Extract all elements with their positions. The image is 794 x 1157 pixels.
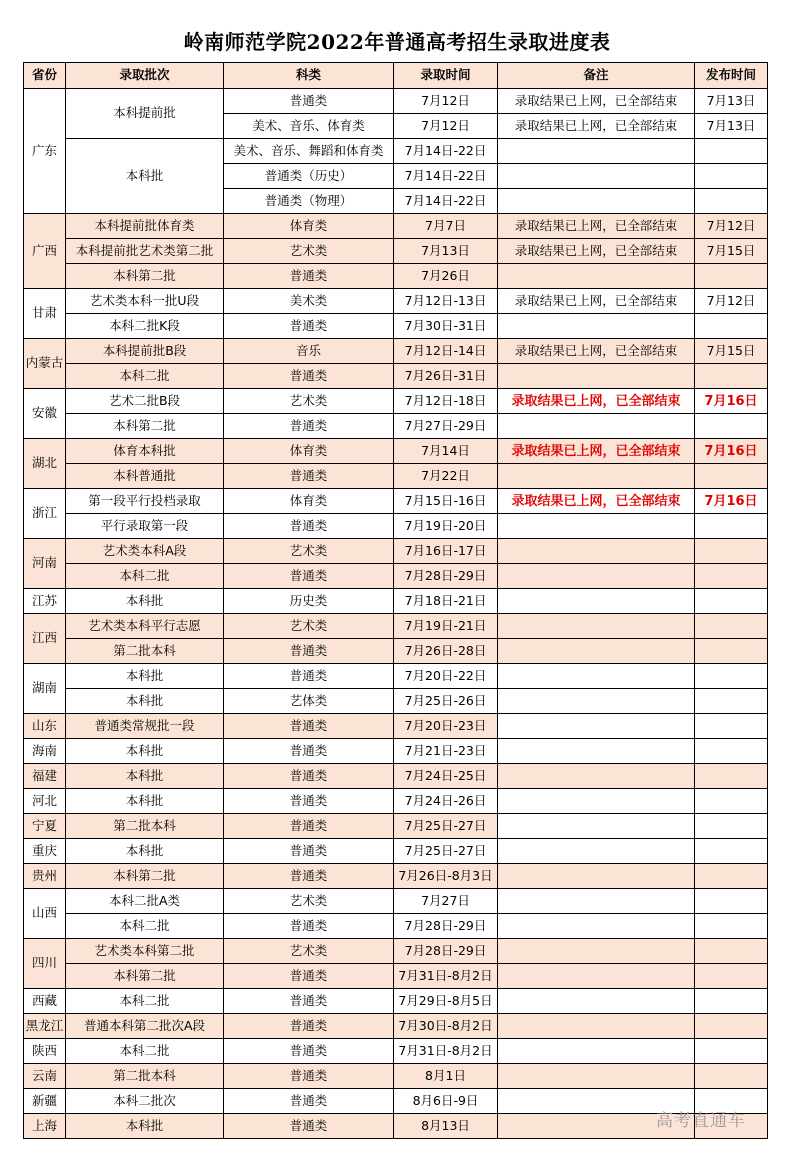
note-cell xyxy=(498,364,695,389)
time-cell: 7月14日 xyxy=(394,439,498,464)
publish-cell xyxy=(695,414,768,439)
time-cell: 8月6日-9日 xyxy=(394,1089,498,1114)
batch-cell: 本科提前批艺术类第二批 xyxy=(66,239,224,264)
subject-cell: 美术、音乐、体育类 xyxy=(224,114,394,139)
batch-cell: 本科批 xyxy=(66,589,224,614)
time-cell: 8月13日 xyxy=(394,1114,498,1139)
publish-cell xyxy=(695,539,768,564)
batch-cell: 本科二批 xyxy=(66,364,224,389)
publish-cell xyxy=(695,1064,768,1089)
time-cell: 7月12日-13日 xyxy=(394,289,498,314)
publish-cell xyxy=(695,1014,768,1039)
publish-cell: 7月16日 xyxy=(695,489,768,514)
time-cell: 7月20日-22日 xyxy=(394,664,498,689)
table-row xyxy=(24,339,768,364)
header-batch: 录取批次 xyxy=(66,63,224,89)
batch-cell: 本科提前批体育类 xyxy=(66,214,224,239)
time-cell: 7月18日-21日 xyxy=(394,589,498,614)
note-cell xyxy=(498,889,695,914)
batch-cell: 普通类常规批一段 xyxy=(66,714,224,739)
note-cell xyxy=(498,539,695,564)
note-cell xyxy=(498,464,695,489)
table-row xyxy=(24,789,768,814)
province-cell: 宁夏 xyxy=(24,814,66,839)
subject-cell: 普通类 xyxy=(224,1039,394,1064)
batch-cell: 本科二批 xyxy=(66,989,224,1014)
publish-cell xyxy=(695,889,768,914)
province-cell: 安徽 xyxy=(24,389,66,439)
batch-cell: 第一段平行投档录取 xyxy=(66,489,224,514)
batch-cell: 本科二批A类 xyxy=(66,889,224,914)
publish-cell: 7月13日 xyxy=(695,114,768,139)
subject-cell: 普通类 xyxy=(224,789,394,814)
time-cell: 7月26日-8月3日 xyxy=(394,864,498,889)
batch-cell: 第二批本科 xyxy=(66,1064,224,1089)
table-row xyxy=(24,389,768,414)
publish-cell: 7月15日 xyxy=(695,339,768,364)
note-cell: 录取结果已上网，已全部结束 xyxy=(498,214,695,239)
batch-cell: 本科二批次 xyxy=(66,1089,224,1114)
note-cell xyxy=(498,164,695,189)
table-row xyxy=(24,489,768,514)
note-cell xyxy=(498,964,695,989)
province-cell: 湖北 xyxy=(24,439,66,489)
publish-cell: 7月16日 xyxy=(695,439,768,464)
province-cell: 内蒙古 xyxy=(24,339,66,389)
batch-cell: 本科普通批 xyxy=(66,464,224,489)
batch-cell: 本科二批K段 xyxy=(66,314,224,339)
note-cell: 录取结果已上网，已全部结束 xyxy=(498,489,695,514)
time-cell: 8月1日 xyxy=(394,1064,498,1089)
province-cell: 海南 xyxy=(24,739,66,764)
time-cell: 7月19日-21日 xyxy=(394,614,498,639)
table-row xyxy=(24,514,768,539)
note-cell xyxy=(498,639,695,664)
time-cell: 7月22日 xyxy=(394,464,498,489)
province-cell: 山东 xyxy=(24,714,66,739)
time-cell: 7月24日-26日 xyxy=(394,789,498,814)
header-time: 录取时间 xyxy=(394,63,498,89)
time-cell: 7月25日-27日 xyxy=(394,814,498,839)
publish-cell: 7月13日 xyxy=(695,89,768,114)
time-cell: 7月15日-16日 xyxy=(394,489,498,514)
time-cell: 7月16日-17日 xyxy=(394,539,498,564)
province-cell: 云南 xyxy=(24,1064,66,1089)
note-cell xyxy=(498,139,695,164)
subject-cell: 普通类 xyxy=(224,814,394,839)
subject-cell: 普通类 xyxy=(224,564,394,589)
publish-cell xyxy=(695,939,768,964)
subject-cell: 普通类（历史） xyxy=(224,164,394,189)
table-row xyxy=(24,264,768,289)
time-cell: 7月31日-8月2日 xyxy=(394,1039,498,1064)
note-cell xyxy=(498,914,695,939)
note-cell xyxy=(498,814,695,839)
publish-cell xyxy=(695,864,768,889)
table-row xyxy=(24,914,768,939)
table-row xyxy=(24,289,768,314)
province-cell: 四川 xyxy=(24,939,66,989)
note-cell: 录取结果已上网，已全部结束 xyxy=(498,89,695,114)
publish-cell: 7月12日 xyxy=(695,214,768,239)
publish-cell: 7月16日 xyxy=(695,389,768,414)
note-cell xyxy=(498,1039,695,1064)
publish-cell xyxy=(695,839,768,864)
table-row xyxy=(24,964,768,989)
time-cell: 7月26日 xyxy=(394,264,498,289)
batch-cell: 第二批本科 xyxy=(66,639,224,664)
publish-cell xyxy=(695,564,768,589)
batch-cell: 本科批 xyxy=(66,689,224,714)
province-cell: 河南 xyxy=(24,539,66,589)
batch-cell: 本科批 xyxy=(66,839,224,864)
note-cell: 录取结果已上网，已全部结束 xyxy=(498,389,695,414)
province-cell: 陕西 xyxy=(24,1039,66,1064)
subject-cell: 普通类（物理） xyxy=(224,189,394,214)
note-cell xyxy=(498,189,695,214)
note-cell xyxy=(498,589,695,614)
province-cell: 湖南 xyxy=(24,664,66,714)
batch-cell: 艺术类本科一批U段 xyxy=(66,289,224,314)
batch-cell: 本科批 xyxy=(66,139,224,214)
table-row xyxy=(24,839,768,864)
batch-cell: 艺术二批B段 xyxy=(66,389,224,414)
subject-cell: 艺体类 xyxy=(224,689,394,714)
subject-cell: 普通类 xyxy=(224,839,394,864)
subject-cell: 体育类 xyxy=(224,214,394,239)
subject-cell: 普通类 xyxy=(224,414,394,439)
subject-cell: 普通类 xyxy=(224,864,394,889)
table-row xyxy=(24,89,768,114)
batch-cell: 本科二批 xyxy=(66,914,224,939)
batch-cell: 本科第二批 xyxy=(66,864,224,889)
table-row xyxy=(24,714,768,739)
subject-cell: 艺术类 xyxy=(224,889,394,914)
note-cell xyxy=(498,839,695,864)
publish-cell xyxy=(695,914,768,939)
page-title: 岭南师范学院2022年普通高考招生录取进度表 xyxy=(183,30,611,54)
table-row xyxy=(24,689,768,714)
publish-cell: 7月15日 xyxy=(695,239,768,264)
time-cell: 7月30日-31日 xyxy=(394,314,498,339)
note-cell xyxy=(498,789,695,814)
note-cell xyxy=(498,1014,695,1039)
table-row xyxy=(24,1064,768,1089)
batch-cell: 本科批 xyxy=(66,664,224,689)
watermark-text: 高考直通车 xyxy=(656,1111,746,1131)
note-cell: 录取结果已上网，已全部结束 xyxy=(498,239,695,264)
province-cell: 福建 xyxy=(24,764,66,789)
time-cell: 7月24日-25日 xyxy=(394,764,498,789)
time-cell: 7月25日-27日 xyxy=(394,839,498,864)
batch-cell: 本科提前批 xyxy=(66,89,224,139)
subject-cell: 艺术类 xyxy=(224,939,394,964)
publish-cell xyxy=(695,614,768,639)
time-cell: 7月12日 xyxy=(394,114,498,139)
subject-cell: 普通类 xyxy=(224,89,394,114)
publish-cell xyxy=(695,814,768,839)
batch-cell: 平行录取第一段 xyxy=(66,514,224,539)
time-cell: 7月12日 xyxy=(394,89,498,114)
table-row xyxy=(24,239,768,264)
subject-cell: 普通类 xyxy=(224,314,394,339)
batch-cell: 本科批 xyxy=(66,1114,224,1139)
header-publish: 发布时间 xyxy=(695,63,768,89)
note-cell: 录取结果已上网，已全部结束 xyxy=(498,439,695,464)
subject-cell: 普通类 xyxy=(224,264,394,289)
time-cell: 7月28日-29日 xyxy=(394,914,498,939)
time-cell: 7月25日-26日 xyxy=(394,689,498,714)
table-row xyxy=(24,214,768,239)
note-cell xyxy=(498,514,695,539)
subject-cell: 普通类 xyxy=(224,964,394,989)
subject-cell: 艺术类 xyxy=(224,389,394,414)
batch-cell: 体育本科批 xyxy=(66,439,224,464)
table-row xyxy=(24,139,768,164)
time-cell: 7月21日-23日 xyxy=(394,739,498,764)
batch-cell: 本科批 xyxy=(66,789,224,814)
table-row xyxy=(24,539,768,564)
province-cell: 新疆 xyxy=(24,1089,66,1114)
publish-cell xyxy=(695,164,768,189)
note-cell: 录取结果已上网，已全部结束 xyxy=(498,114,695,139)
subject-cell: 音乐 xyxy=(224,339,394,364)
publish-cell xyxy=(695,314,768,339)
table-row xyxy=(24,439,768,464)
table-row xyxy=(24,764,768,789)
province-cell: 西藏 xyxy=(24,989,66,1014)
subject-cell: 普通类 xyxy=(224,364,394,389)
time-cell: 7月19日-20日 xyxy=(394,514,498,539)
province-cell: 浙江 xyxy=(24,489,66,539)
province-cell: 广西 xyxy=(24,214,66,289)
note-cell xyxy=(498,689,695,714)
table-row xyxy=(24,989,768,1014)
batch-cell: 艺术类本科平行志愿 xyxy=(66,614,224,639)
batch-cell: 本科二批 xyxy=(66,564,224,589)
note-cell xyxy=(498,314,695,339)
province-cell: 甘肃 xyxy=(24,289,66,339)
publish-cell xyxy=(695,764,768,789)
time-cell: 7月26日-31日 xyxy=(394,364,498,389)
note-cell xyxy=(498,714,695,739)
publish-cell xyxy=(695,664,768,689)
time-cell: 7月7日 xyxy=(394,214,498,239)
province-cell: 江苏 xyxy=(24,589,66,614)
publish-cell xyxy=(695,264,768,289)
province-cell: 山西 xyxy=(24,889,66,939)
note-cell xyxy=(498,414,695,439)
table-row xyxy=(24,1039,768,1064)
publish-cell xyxy=(695,589,768,614)
subject-cell: 艺术类 xyxy=(224,539,394,564)
note-cell xyxy=(498,864,695,889)
time-cell: 7月28日-29日 xyxy=(394,939,498,964)
publish-cell xyxy=(695,1039,768,1064)
publish-cell xyxy=(695,464,768,489)
batch-cell: 第二批本科 xyxy=(66,814,224,839)
batch-cell: 本科批 xyxy=(66,764,224,789)
batch-cell: 本科第二批 xyxy=(66,964,224,989)
batch-cell: 艺术类本科A段 xyxy=(66,539,224,564)
subject-cell: 普通类 xyxy=(224,639,394,664)
note-cell xyxy=(498,614,695,639)
subject-cell: 美术类 xyxy=(224,289,394,314)
publish-cell xyxy=(695,189,768,214)
note-cell xyxy=(498,564,695,589)
table-row xyxy=(24,939,768,964)
subject-cell: 体育类 xyxy=(224,439,394,464)
subject-cell: 普通类 xyxy=(224,514,394,539)
table-row xyxy=(24,464,768,489)
note-cell xyxy=(498,739,695,764)
time-cell: 7月12日-14日 xyxy=(394,339,498,364)
time-cell: 7月28日-29日 xyxy=(394,564,498,589)
subject-cell: 普通类 xyxy=(224,664,394,689)
table-row xyxy=(24,414,768,439)
table-row xyxy=(24,739,768,764)
note-cell xyxy=(498,989,695,1014)
publish-cell: 7月12日 xyxy=(695,289,768,314)
time-cell: 7月12日-18日 xyxy=(394,389,498,414)
subject-cell: 艺术类 xyxy=(224,614,394,639)
subject-cell: 普通类 xyxy=(224,989,394,1014)
subject-cell: 普通类 xyxy=(224,914,394,939)
province-cell: 黑龙江 xyxy=(24,1014,66,1039)
note-cell: 录取结果已上网，已全部结束 xyxy=(498,339,695,364)
table-row xyxy=(24,564,768,589)
batch-cell: 普通本科第二批次A段 xyxy=(66,1014,224,1039)
publish-cell xyxy=(695,739,768,764)
province-cell: 贵州 xyxy=(24,864,66,889)
publish-cell xyxy=(695,364,768,389)
publish-cell xyxy=(695,989,768,1014)
subject-cell: 普通类 xyxy=(224,1014,394,1039)
table-row xyxy=(24,314,768,339)
province-cell: 重庆 xyxy=(24,839,66,864)
header-province: 省份 xyxy=(24,63,66,89)
table-row xyxy=(24,1014,768,1039)
batch-cell: 艺术类本科第二批 xyxy=(66,939,224,964)
publish-cell xyxy=(695,789,768,814)
subject-cell: 艺术类 xyxy=(224,239,394,264)
subject-cell: 普通类 xyxy=(224,764,394,789)
subject-cell: 普通类 xyxy=(224,1114,394,1139)
batch-cell: 本科提前批B段 xyxy=(66,339,224,364)
time-cell: 7月27日-29日 xyxy=(394,414,498,439)
subject-cell: 普通类 xyxy=(224,1064,394,1089)
publish-cell xyxy=(695,964,768,989)
subject-cell: 历史类 xyxy=(224,589,394,614)
table-row xyxy=(24,864,768,889)
note-cell xyxy=(498,764,695,789)
batch-cell: 本科第二批 xyxy=(66,264,224,289)
table-row xyxy=(24,589,768,614)
time-cell: 7月14日-22日 xyxy=(394,164,498,189)
time-cell: 7月14日-22日 xyxy=(394,139,498,164)
subject-cell: 美术、音乐、舞蹈和体育类 xyxy=(224,139,394,164)
batch-cell: 本科二批 xyxy=(66,1039,224,1064)
time-cell: 7月26日-28日 xyxy=(394,639,498,664)
time-cell: 7月13日 xyxy=(394,239,498,264)
publish-cell xyxy=(695,139,768,164)
note-cell xyxy=(498,939,695,964)
time-cell: 7月20日-23日 xyxy=(394,714,498,739)
table-row xyxy=(24,614,768,639)
province-cell: 广东 xyxy=(24,89,66,214)
table-row xyxy=(24,364,768,389)
time-cell: 7月27日 xyxy=(394,889,498,914)
note-cell: 录取结果已上网，已全部结束 xyxy=(498,289,695,314)
table-row xyxy=(24,814,768,839)
note-cell xyxy=(498,664,695,689)
subject-cell: 普通类 xyxy=(224,714,394,739)
batch-cell: 本科批 xyxy=(66,739,224,764)
time-cell: 7月29日-8月5日 xyxy=(394,989,498,1014)
note-cell xyxy=(498,264,695,289)
subject-cell: 普通类 xyxy=(224,464,394,489)
time-cell: 7月14日-22日 xyxy=(394,189,498,214)
time-cell: 7月30日-8月2日 xyxy=(394,1014,498,1039)
province-cell: 河北 xyxy=(24,789,66,814)
publish-cell xyxy=(695,714,768,739)
table-row xyxy=(24,889,768,914)
table-header-row xyxy=(24,63,768,89)
subject-cell: 普通类 xyxy=(224,1089,394,1114)
header-note: 备注 xyxy=(498,63,695,89)
subject-cell: 普通类 xyxy=(224,739,394,764)
note-cell xyxy=(498,1064,695,1089)
publish-cell xyxy=(695,639,768,664)
subject-cell: 体育类 xyxy=(224,489,394,514)
province-cell: 上海 xyxy=(24,1114,66,1139)
publish-cell xyxy=(695,514,768,539)
table-row xyxy=(24,639,768,664)
admission-progress-table xyxy=(23,62,768,1139)
table-row xyxy=(24,664,768,689)
publish-cell xyxy=(695,689,768,714)
batch-cell: 本科第二批 xyxy=(66,414,224,439)
header-subject: 科类 xyxy=(224,63,394,89)
province-cell: 江西 xyxy=(24,614,66,664)
time-cell: 7月31日-8月2日 xyxy=(394,964,498,989)
